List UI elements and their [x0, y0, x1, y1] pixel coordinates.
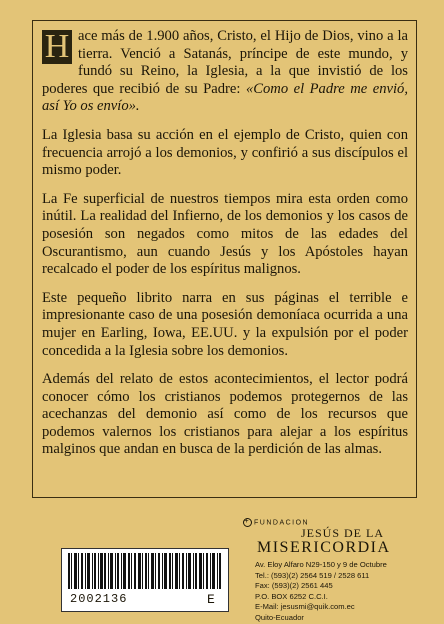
- paragraph-5: Además del relato de estos acontecimientos, el lector podrá conocer cómo los cristianos podemos protegernos de las acechanzas del demonio así como de los recursos que podemos valernos los cristianos para alejar a los espíritus malginos que andan en busca de la perdición de las almas.: [42, 371, 408, 458]
- publisher-address: Av. Eloy Alfaro N29-150 y 9 de Octubre: [255, 560, 387, 569]
- paragraph-1-quote: «Como el Padre me envió, así Yo os envío».: [42, 80, 408, 115]
- paragraph-2: La Iglesia basa su acción en el ejemplo de Cristo, quien con frecuencia arrojó a los demonios, y confirió a sus discípulos el mismo poder.: [42, 126, 408, 179]
- barcode-image: [68, 553, 222, 589]
- drop-cap: H: [42, 30, 72, 64]
- publisher-tel: Tel.: (593)(2) 2564 519 / 2528 611: [255, 570, 370, 580]
- back-cover-text: [42, 28, 408, 470]
- publisher-pobox: P.O. BOX 6252 C.C.I.: [255, 591, 328, 601]
- paragraph-1: [42, 28, 408, 116]
- publisher-email: E-Mail: jesusmi@quik.com.ec: [255, 602, 355, 612]
- cross-icon: [243, 518, 252, 527]
- paragraph-3: La Fe superficial de nuestros tiempos mira esta orden como inútil. La realidad del Infierno, de los demonios y los casos de posesión son negados como mitos de las edades del Oscurantismo, aun cuando Jesús y los Apóstoles hayan recalcado el poder de los espíritus malignos.: [42, 190, 408, 278]
- barcode-letter: E: [207, 592, 215, 607]
- publisher-fundacion: [243, 518, 309, 527]
- paragraph-4: Este pequeño librito narra en sus páginas el terrible e impresionante caso de una posesión demoníaca ocurrida a una mujer en Earling, Iowa, EE.UU. y la expulsión por el poder concedida a la Iglesia sobre los demonios.: [42, 289, 408, 359]
- publisher-fax: Fax: (593)(2) 2561 445: [255, 581, 333, 591]
- fundacion-label: FUNDACION: [254, 519, 310, 527]
- barcode-number: 2002136: [70, 592, 128, 606]
- paragraph-1-text: ace más de 1.900 años, Cristo, el Hijo de Dios, vino a la tierra. Venció a Satanás, príncipe de este mundo, y fundó su Reino, la Iglesia, a la que invistió de los poderes que recibió de su Padre:: [42, 28, 408, 97]
- publisher-name-line2: MISERICORDIA: [257, 539, 391, 556]
- publisher-contact: [255, 560, 387, 624]
- barcode-sticker: [61, 548, 229, 612]
- publisher-city: Quito-Ecuador: [255, 612, 304, 622]
- publisher-name-line1: JESÚS DE LA: [301, 526, 385, 540]
